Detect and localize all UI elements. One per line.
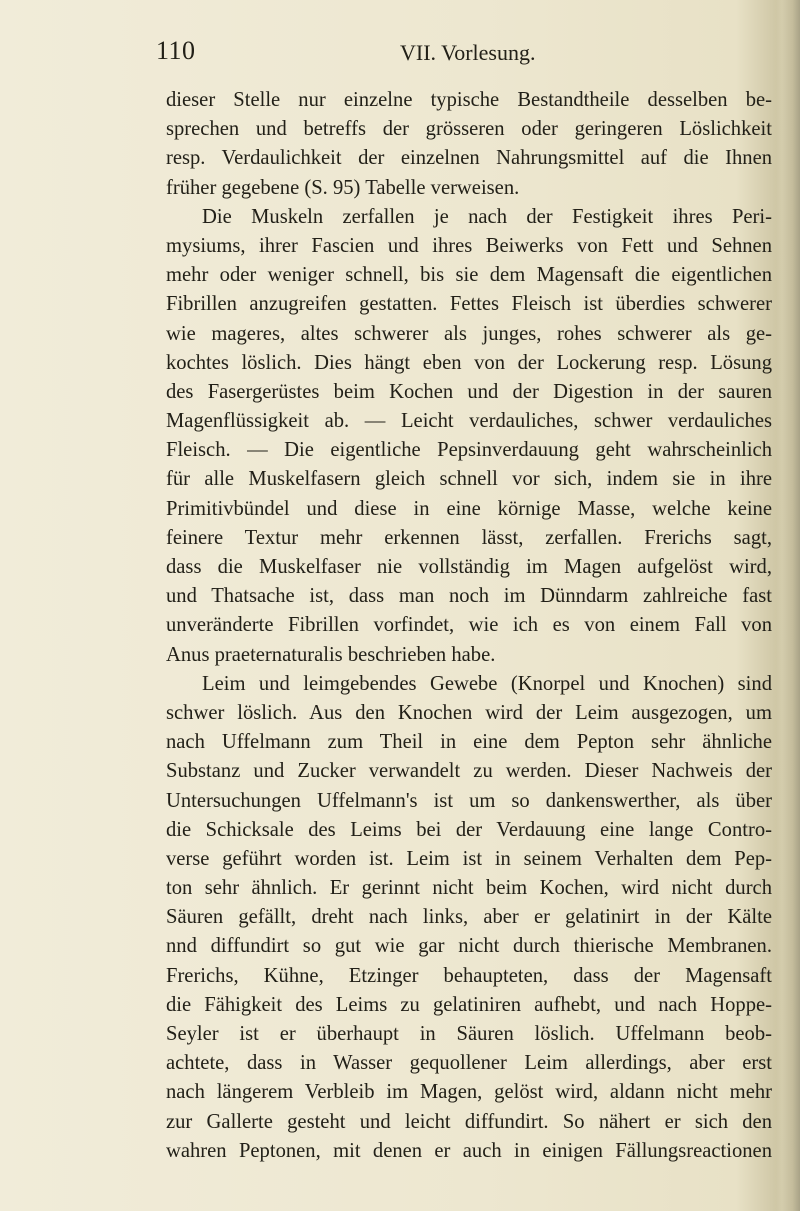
text-line: Anus praeternaturalis beschrieben habe.: [166, 643, 496, 666]
text-line: nach Uffelmann zum Theil in eine dem Pepton sehr ähnliche: [166, 731, 772, 754]
text-line: schwer löslich. Aus den Knochen wird der Leim ausgezogen, um: [166, 701, 772, 724]
text-line: für alle Muskelfasern gleich schnell vor sich, indem sie in ihre: [166, 468, 772, 491]
text-line: Primitivbündel und diese in eine körnige Masse, welche keine: [166, 497, 772, 520]
page-number: 110: [156, 36, 196, 65]
text-line: unveränderte Fibrillen vorfindet, wie ich es von einem Fall von: [166, 614, 772, 637]
text-line: ton sehr ähnlich. Er gerinnt nicht beim Kochen, wird nicht durch: [166, 877, 772, 900]
text-line: dass die Muskelfaser nie vollständig im Magen aufgelöst wird,: [166, 556, 772, 578]
paragraph-2: [166, 203, 772, 670]
text-line: nnd diffundirt so gut wie gar nicht durch thierische Membranen.: [166, 935, 772, 958]
text-line: Leim und leimgebendes Gewebe (Knorpel und Knochen) sind: [202, 672, 772, 695]
text-line: wie mageres, altes schwerer als junges, rohes schwerer als ge-: [166, 322, 772, 345]
text-line: verse geführt worden ist. Leim ist in seinem Verhalten dem Pep-: [166, 847, 772, 870]
text-line: Die Muskeln zerfallen je nach der Festigkeit ihres Peri-: [202, 205, 772, 228]
text-line: resp. Verdaulichkeit der einzelnen Nahrungsmittel auf die Ihnen: [166, 147, 772, 170]
text-line: und Thatsache ist, dass man noch im Dünndarm zahlreiche fast: [166, 585, 772, 608]
text-line: feinere Textur mehr erkennen lässt, zerfallen. Frerichs sagt,: [166, 526, 772, 549]
paragraph-3: [166, 670, 772, 1166]
text-line: früher gegebene (S. 95) Tabelle verweisen.: [166, 176, 520, 199]
text-line: Seyler ist er überhaupt in Säuren löslich. Uffelmann beob-: [166, 1023, 772, 1045]
text-line: Säuren gefällt, dreht nach links, aber er gelatinirt in der Kälte: [166, 906, 772, 929]
text-line: Frerichs, Kühne, Etzinger behaupteten, dass der Magensaft: [166, 964, 772, 987]
text-line: Substanz und Zucker verwandelt zu werden. Dieser Nachweis der: [166, 760, 772, 783]
text-line: dieser Stelle nur einzelne typische Bestandtheile desselben be-: [166, 89, 772, 111]
text-line: zur Gallerte gesteht und leicht diffundirt. So nähert er sich den: [166, 1110, 772, 1133]
text-line: achtete, dass in Wasser gequollener Leim allerdings, aber erst: [166, 1052, 772, 1075]
running-head: VII. Vorlesung.: [400, 40, 536, 65]
text-line: Magenflüssigkeit ab. — Leicht verdauliches, schwer verdauliches: [166, 410, 772, 433]
text-line: sprechen und betreffs der grösseren oder geringeren Löslichkeit: [166, 118, 772, 141]
text-line: Fibrillen anzugreifen gestatten. Fettes Fleisch ist überdies schwerer: [166, 293, 772, 316]
page-edge-shadow: [782, 0, 800, 1211]
text-line: kochtes löslich. Dies hängt eben von der Lockerung resp. Lösung: [166, 351, 772, 374]
text-line: wahren Peptonen, mit denen er auch in einigen Fällungsreactionen: [166, 1139, 772, 1162]
text-line: mehr oder weniger schnell, bis sie dem Magensaft die eigentlichen: [166, 264, 772, 287]
text-line: des Fasergerüstes beim Kochen und der Digestion in der sauren: [166, 380, 772, 403]
text-line: die Fähigkeit des Leims zu gelatiniren aufhebt, und nach Hoppe-: [166, 993, 772, 1016]
text-line: die Schicksale des Leims bei der Verdauung eine lange Contro-: [166, 818, 772, 841]
page-header: [0, 36, 800, 76]
text-line: Untersuchungen Uffelmann's ist um so dankenswerther, als über: [166, 789, 772, 812]
text-line: mysiums, ihrer Fascien und ihres Beiwerks von Fett und Sehnen: [166, 234, 772, 257]
paragraph-1: [166, 86, 772, 203]
body-text: [166, 86, 772, 1166]
text-line: nach längerem Verbleib im Magen, gelöst wird, aldann nicht mehr: [166, 1081, 772, 1104]
text-line: Fleisch. — Die eigentliche Pepsinverdauung geht wahrscheinlich: [166, 439, 772, 462]
